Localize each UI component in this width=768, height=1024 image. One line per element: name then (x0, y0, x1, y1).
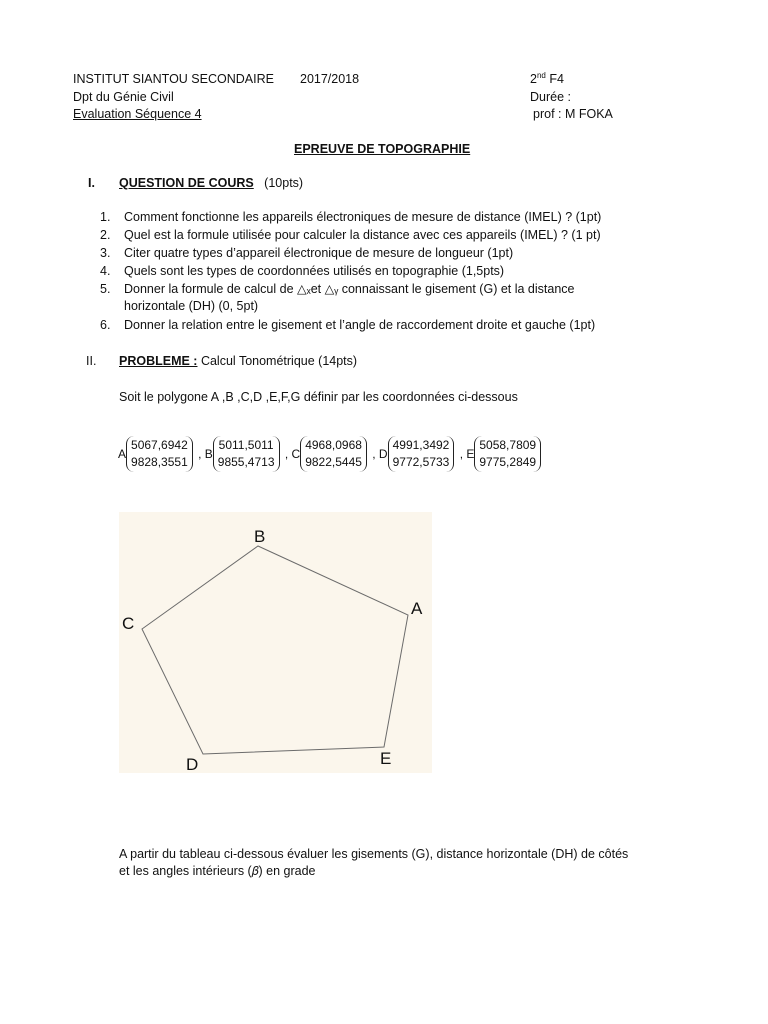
section1-number: I. (88, 176, 95, 190)
q2-text: Quel est la formule utilisée pour calculer la distance avec ces appareils (IMEL) ? (1 pt) (124, 228, 601, 242)
coord-label: , B (198, 447, 213, 461)
class-suffix: F4 (545, 72, 564, 86)
coord-e (460, 436, 541, 472)
school-year: 2017/2018 (300, 72, 360, 86)
section1-heading (119, 175, 303, 191)
section1-points: (10pts) (264, 176, 304, 190)
polygon-diagram (119, 512, 432, 773)
exam-title: EPREUVE DE TOPOGRAPHIE (294, 142, 471, 156)
q6-text: Donner la relation entre le gisement et l’angle de raccordement droite et gauche (1pt) (124, 318, 596, 332)
q3-text: Citer quatre types d’appareil électronique de mesure de longueur (1pt) (124, 246, 514, 260)
vertex-label-b: B (254, 527, 266, 546)
section2-heading (119, 353, 357, 369)
coord-x: 5067,6942 (131, 438, 188, 452)
vertex-label-e: E (380, 749, 392, 768)
coord-matrix (388, 436, 455, 472)
coord-y: 9828,3551 (131, 455, 188, 469)
q5-text: Donner la formule de calcul de △ₓet △ᵧ connaissant le gisement (G) et la distance (124, 282, 575, 296)
evaluation-label: Evaluation Séquence 4 (73, 107, 202, 121)
vertex-label-a: A (411, 599, 423, 618)
q4-number: 4. (100, 264, 111, 278)
q2-number: 2. (100, 228, 111, 242)
coord-c (285, 436, 367, 472)
department: Dpt du Génie Civil (73, 90, 174, 104)
coord-y: 9855,4713 (217, 455, 275, 469)
q3-number: 3. (100, 246, 111, 260)
coord-matrix (126, 436, 193, 472)
section2-subtitle: Calcul Tonométrique (14pts) (197, 354, 358, 368)
polygon-intro: Soit le polygone A ,B ,C,D ,E,F,G définir par les coordonnées ci-dessous (119, 390, 518, 404)
coord-a (118, 436, 193, 472)
coord-y: 9775,2849 (479, 455, 537, 469)
polygon-shape (142, 546, 408, 754)
coord-y: 9822,5445 (305, 455, 362, 469)
coord-b (198, 436, 279, 472)
final-instruction-line1: A partir du tableau ci-dessous évaluer les gisements (G), distance horizontale (DH) de côtés (119, 847, 629, 861)
q4-text: Quels sont les types de coordonnées utilisés en topographie (1,5pts) (124, 264, 505, 278)
q6-number: 6. (100, 318, 111, 332)
coord-x: 4968,0968 (305, 438, 362, 452)
section2-title: PROBLEME : (119, 354, 198, 368)
coord-label: , D (372, 447, 388, 461)
coord-x: 4991,3492 (392, 438, 450, 452)
class-level (530, 71, 564, 87)
class-prefix: 2 (530, 72, 537, 86)
q5-number: 5. (100, 282, 111, 296)
teacher-label: prof : M FOKA (533, 107, 613, 121)
section2-number: II. (86, 354, 97, 368)
coord-matrix (213, 436, 280, 472)
polygon-svg (119, 512, 432, 773)
coord-y: 9772,5733 (392, 455, 450, 469)
vertex-label-d: D (186, 755, 199, 773)
coord-matrix (474, 436, 541, 472)
duration-label: Durée : (530, 90, 571, 104)
q5-text-line2: horizontale (DH) (0, 5pt) (124, 299, 259, 313)
q1-number: 1. (100, 210, 111, 224)
coord-d (372, 436, 454, 472)
coord-x: 5011,5011 (218, 438, 274, 452)
coord-label: , E (459, 447, 475, 461)
q1-text: Comment fonctionne les appareils électroniques de mesure de distance (IMEL) ? (1pt) (124, 210, 602, 224)
class-sup: nd (536, 70, 546, 80)
section1-title: QUESTION DE COURS (119, 176, 254, 190)
coord-x: 5058,7809 (479, 438, 537, 452)
coord-matrix (300, 436, 367, 472)
coordinate-list (118, 436, 543, 472)
vertex-label-c: C (122, 614, 135, 633)
coord-label: A (118, 447, 127, 461)
final-instruction-line2: et les angles intérieurs (𝛽) en grade (119, 864, 316, 878)
school-name: INSTITUT SIANTOU SECONDAIRE (73, 72, 274, 86)
coord-label: , C (284, 447, 301, 461)
